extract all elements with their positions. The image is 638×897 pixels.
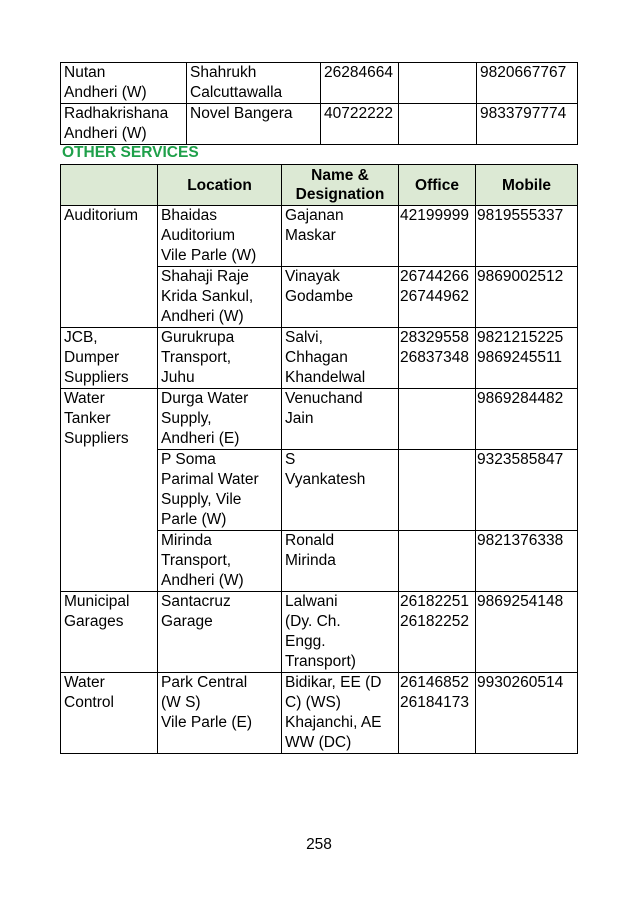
table-row (61, 389, 578, 450)
name-designation-cell: Venuchand Jain (282, 389, 399, 450)
location-cell: Santacruz Garage (158, 592, 282, 673)
table-row (61, 328, 578, 389)
location-cell: Gurukrupa Transport, Juhu (158, 328, 282, 389)
mobile-phone-cell: 9869002512 (476, 267, 578, 328)
category-cell: Municipal Garages (61, 592, 158, 673)
mobile-phone-cell: 9820667767 (477, 63, 578, 104)
office-phone-cell (399, 531, 476, 592)
name-designation-cell: Bidikar, EE (D C) (WS) Khajanchi, AE WW (DC) (282, 673, 399, 754)
name-designation-cell: Ronald Mirinda (282, 531, 399, 592)
name-designation-cell: S Vyankatesh (282, 450, 399, 531)
mobile-phone-cell: 9821215225 9869245511 (476, 328, 578, 389)
category-cell: JCB, Dumper Suppliers (61, 328, 158, 389)
blank-cell (399, 104, 477, 145)
other-services-table (60, 164, 578, 754)
blank-cell (399, 63, 477, 104)
contact-name-cell: Novel Bangera (187, 104, 321, 145)
office-phone-cell: 42199999 (399, 206, 476, 267)
location-cell: Park Central (W S) Vile Parle (E) (158, 673, 282, 754)
page-number: 258 (306, 836, 332, 853)
table-row (61, 104, 578, 145)
office-phone-cell (399, 389, 476, 450)
top-contacts-body (61, 63, 578, 145)
office-phone-cell: 28329558 26837348 (399, 328, 476, 389)
mobile-phone-cell: 9833797774 (477, 104, 578, 145)
office-phone-cell (399, 450, 476, 531)
table-row (61, 63, 578, 104)
header-location: Location (158, 165, 282, 206)
facility-name-cell: Nutan Andheri (W) (61, 63, 187, 104)
location-cell: Bhaidas Auditorium Vile Parle (W) (158, 206, 282, 267)
mobile-phone-cell: 9821376338 (476, 531, 578, 592)
mobile-phone-cell: 9323585847 (476, 450, 578, 531)
header-category (61, 165, 158, 206)
table-row (61, 592, 578, 673)
header-name-designation: Name & Designation (282, 165, 399, 206)
name-designation-cell: Gajanan Maskar (282, 206, 399, 267)
header-row (61, 165, 578, 206)
office-phone-cell: 26284664 (321, 63, 399, 104)
header-mobile: Mobile (476, 165, 578, 206)
services-body (61, 206, 578, 754)
location-cell: Durga Water Supply, Andheri (E) (158, 389, 282, 450)
mobile-phone-cell: 9869284482 (476, 389, 578, 450)
category-cell: Auditorium (61, 206, 158, 328)
section-heading: OTHER SERVICES (62, 144, 199, 161)
mobile-phone-cell: 9869254148 (476, 592, 578, 673)
mobile-phone-cell: 9819555337 (476, 206, 578, 267)
name-designation-cell: Lalwani (Dy. Ch. Engg. Transport) (282, 592, 399, 673)
top-contacts-table (60, 62, 578, 145)
table-row (61, 206, 578, 267)
office-phone-cell: 26146852 26184173 (399, 673, 476, 754)
facility-name-cell: Radhakrishana Andheri (W) (61, 104, 187, 145)
mobile-phone-cell: 9930260514 (476, 673, 578, 754)
office-phone-cell: 40722222 (321, 104, 399, 145)
name-designation-cell: Vinayak Godambe (282, 267, 399, 328)
location-cell: Shahaji Raje Krida Sankul, Andheri (W) (158, 267, 282, 328)
office-phone-cell: 26744266 26744962 (399, 267, 476, 328)
location-cell: P Soma Parimal Water Supply, Vile Parle (W) (158, 450, 282, 531)
table-row (61, 673, 578, 754)
office-phone-cell: 26182251 26182252 (399, 592, 476, 673)
category-cell: Water Tanker Suppliers (61, 389, 158, 592)
category-cell: Water Control (61, 673, 158, 754)
name-designation-cell: Salvi, Chhagan Khandelwal (282, 328, 399, 389)
location-cell: Mirinda Transport, Andheri (W) (158, 531, 282, 592)
contact-name-cell: Shahrukh Calcuttawalla (187, 63, 321, 104)
header-office: Office (399, 165, 476, 206)
